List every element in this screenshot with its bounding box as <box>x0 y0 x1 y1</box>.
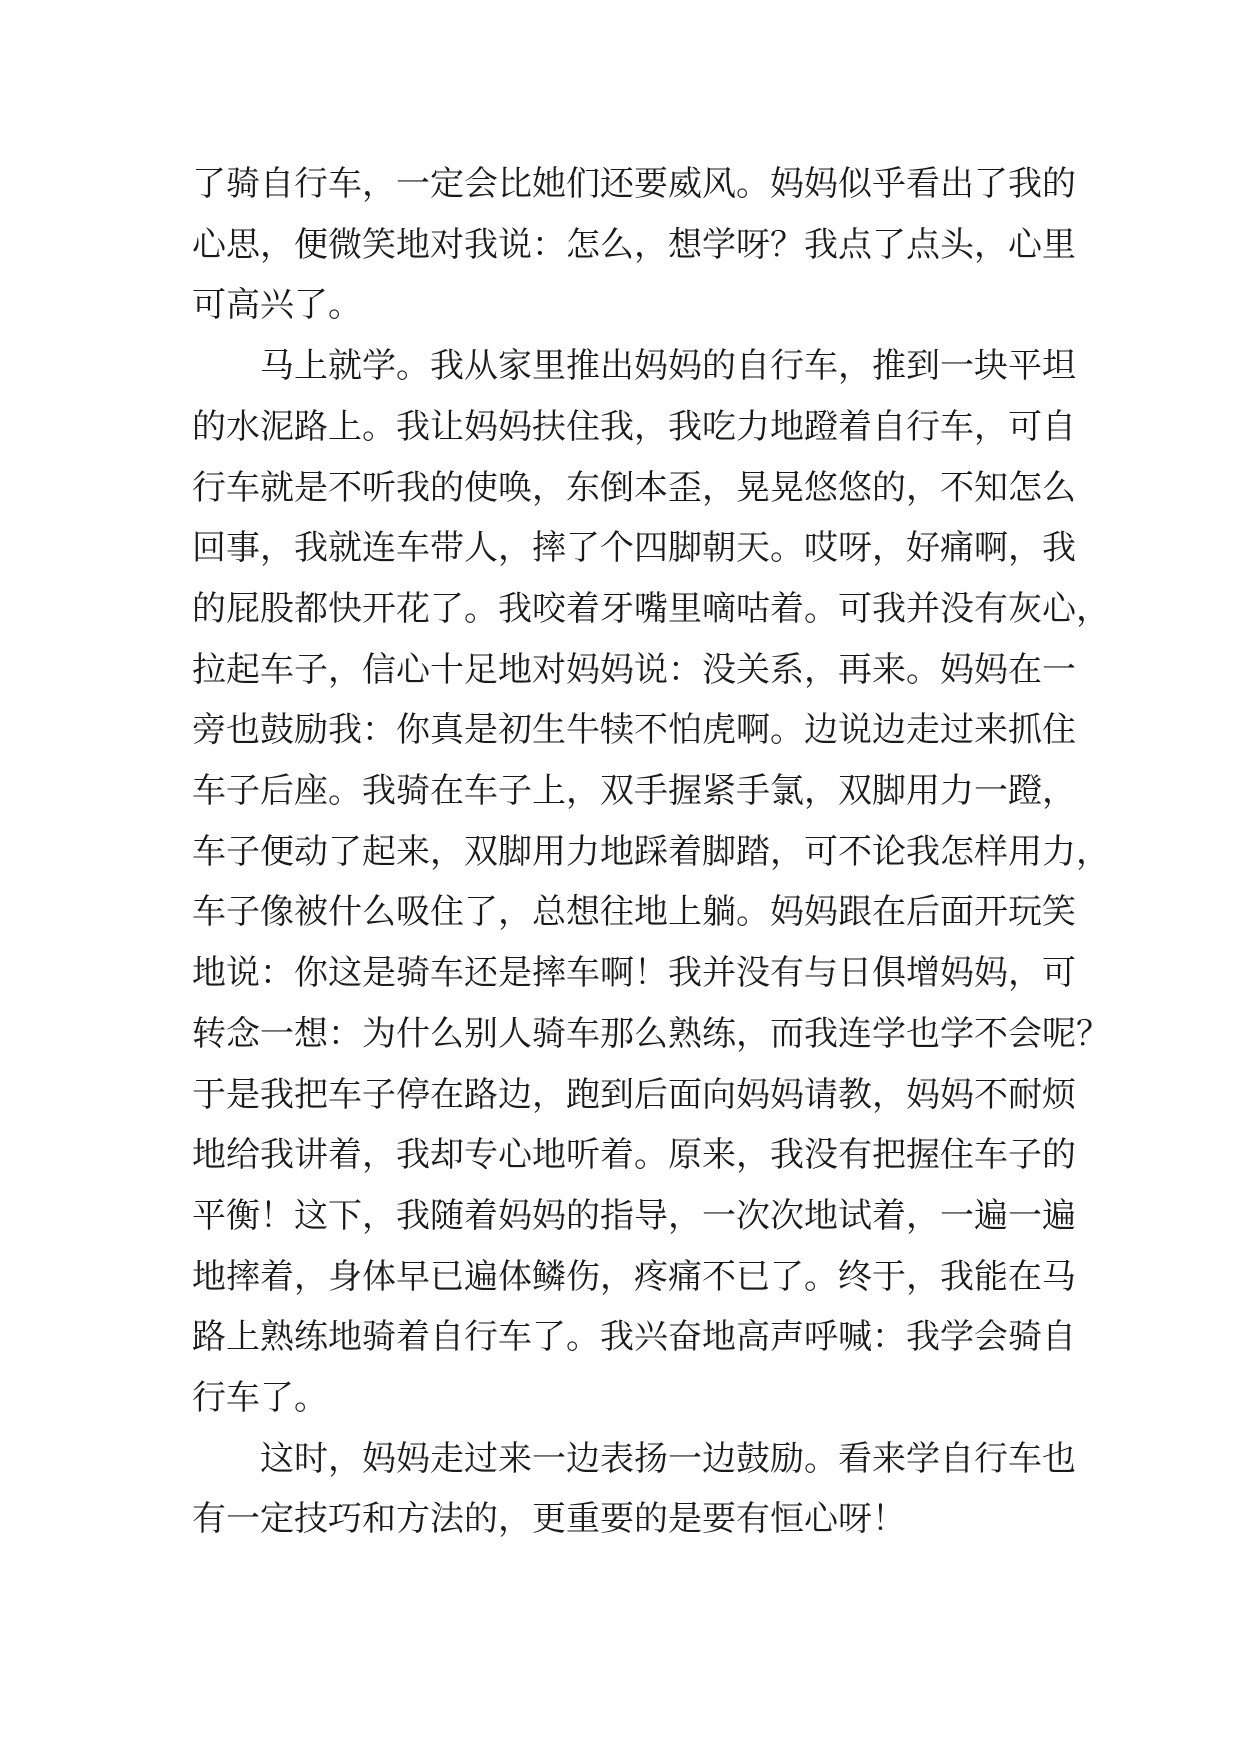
text-line: 旁也鼓励我：你真是初生牛犊不怕虎啊。边说边走过来抓住 <box>192 710 1076 751</box>
text-line: 转念一想：为什么别人骑车那么熟练，而我连学也学不会呢？ <box>192 1013 1110 1054</box>
text-line: 地给我讲着，我却专心地听着。原来，我没有把握住车子的 <box>192 1135 1076 1176</box>
text-line <box>192 336 1076 397</box>
text-line: 拉起车子，信心十足地对妈妈说：没关系，再来。妈妈在一 <box>192 649 1076 690</box>
text-line-content: 马上就学。我从家里推出妈妈的自行车，推到一块平坦 <box>260 346 1076 387</box>
paragraph-2 <box>192 336 1110 1429</box>
paragraph-3 <box>192 1429 1076 1550</box>
text-line: 可高兴了。 <box>192 285 362 326</box>
text-line: 车子像被什么吸住了，总想往地上躺。妈妈跟在后面开玩笑 <box>192 892 1076 933</box>
text-line <box>192 1429 1076 1490</box>
text-line: 了骑自行车，一定会比她们还要威风。妈妈似乎看出了我的 <box>192 164 1076 204</box>
text-line: 地摔着，身体早已遍体鳞伤，疼痛不已了。终于，我能在马 <box>192 1256 1076 1297</box>
text-line: 行车就是不听我的使唤，东倒本歪，晃晃悠悠的，不知怎么 <box>192 467 1076 508</box>
text-line: 有一定技巧和方法的，更重要的是要有恒心呀！ <box>192 1499 906 1540</box>
text-line: 路上熟练地骑着自行车了。我兴奋地高声呼喊：我学会骑自 <box>192 1317 1076 1358</box>
document-body <box>192 154 1110 1550</box>
text-line: 车子便动了起来，双脚用力地踩着脚踏，可不论我怎样用力， <box>192 831 1110 872</box>
text-line-content: 这时，妈妈走过来一边表扬一边鼓励。看来学自行车也 <box>260 1438 1076 1479</box>
text-line: 行车了。 <box>192 1378 328 1419</box>
text-line: 的水泥路上。我让妈妈扶住我，我吃力地蹬着自行车，可自 <box>192 406 1076 447</box>
text-line: 地说：你这是骑车还是摔车啊！我并没有与日俱增妈妈，可 <box>192 953 1076 994</box>
text-line: 心思，便微笑地对我说：怎么，想学呀？我点了点头，心里 <box>192 224 1076 265</box>
text-line: 平衡！这下，我随着妈妈的指导，一次次地试着，一遍一遍 <box>192 1195 1076 1236</box>
text-line: 的屁股都快开花了。我咬着牙嘴里嘀咕着。可我并没有灰心， <box>192 588 1110 629</box>
paragraph-1 <box>192 154 1076 336</box>
text-line: 回事，我就连车带人，摔了个四脚朝天。哎呀，好痛啊，我 <box>192 528 1076 569</box>
text-line: 车子后座。我骑在车子上，双手握紧手氯，双脚用力一蹬， <box>192 771 1076 812</box>
text-line: 于是我把车子停在路边，跑到后面向妈妈请教，妈妈不耐烦 <box>192 1074 1076 1115</box>
